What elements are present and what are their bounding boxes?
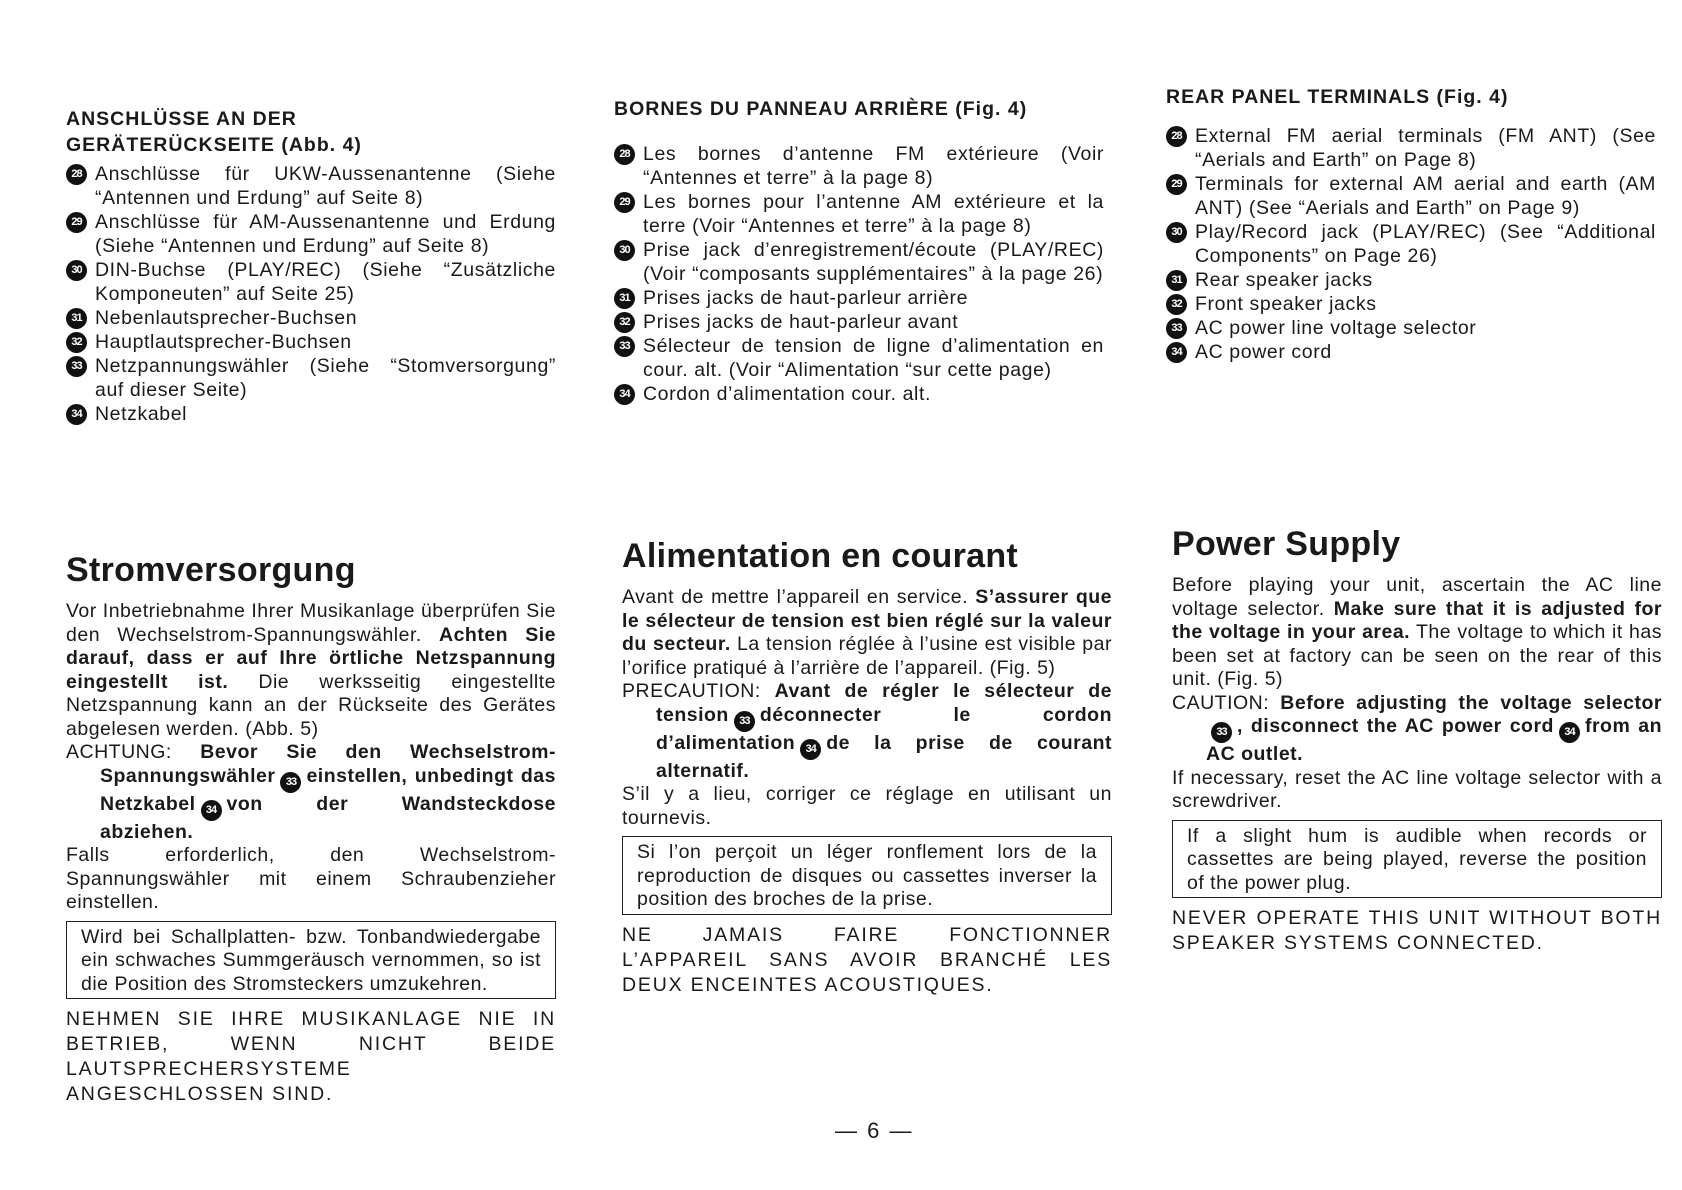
number-badge-icon: 29 xyxy=(614,192,635,213)
terminal-list-item xyxy=(66,162,556,210)
terminal-list-item xyxy=(614,190,1104,238)
text: The voltage to which it has been set at factory can be seen on the rear of this unit. (Fig. 5) xyxy=(1172,621,1662,690)
terminal-list-item xyxy=(66,306,556,330)
emphasis-text: Make sure that it is adjusted for the voltage in your area. xyxy=(1172,597,1662,643)
section-heading xyxy=(614,96,1104,122)
speaker-warning: NEVER OPERATE THIS UNIT WITHOUT BOTH SPEAKER SYSTEMS CONNECTED. xyxy=(1172,907,1662,954)
item-text: External FM aerial terminals (FM ANT) (See “Aerials and Earth” on Page 8) xyxy=(1195,125,1656,171)
item-text: Les bornes d’antenne FM extérieure (Voir “Antennes et terre” à la page 8) xyxy=(643,143,1104,189)
item-text: Rear speaker jacks xyxy=(1195,269,1373,291)
terminal-list-item xyxy=(614,382,1104,406)
intro-paragraph xyxy=(66,600,556,741)
caution-text: von der Wandsteckdose abziehen. xyxy=(100,792,556,843)
number-badge-icon: 32 xyxy=(66,332,87,353)
terminal-list-item xyxy=(66,258,556,306)
french-rear-panel-section xyxy=(614,96,1104,406)
text: Vor Inbetriebnahme Ihrer Musikanlage überprüfen Sie den Wechselstrom-Spannungswähler. xyxy=(66,600,556,646)
text: La tension réglée à l’usine est visible par l’orifice pratiqué à l’arrière de l’appareil. (Fig. 5) xyxy=(622,633,1112,679)
item-text: Hauptlautsprecher-Buchsen xyxy=(95,331,352,353)
terminal-list-item xyxy=(66,210,556,258)
text: Avant de mettre l’appareil en service. xyxy=(622,586,976,608)
terminal-list-item xyxy=(614,286,1104,310)
item-text: Prises jacks de haut-parleur arrière xyxy=(643,287,969,309)
terminal-list-item xyxy=(614,334,1104,382)
adjust-paragraph: If necessary, reset the AC line voltage selector with a screwdriver. xyxy=(1172,766,1662,812)
terminal-list-item xyxy=(1166,220,1656,268)
caution-text: Avant de régler le sélecteur de tension xyxy=(656,680,1113,726)
number-badge-icon: 33 xyxy=(1211,722,1232,743)
item-text: AC power line voltage selector xyxy=(1195,317,1477,339)
terminal-list-item xyxy=(66,402,556,426)
item-text: Anschlüsse für AM-Aussenantenne und Erdung (Siehe “Antennen und Erdung” auf Seite 8) xyxy=(95,211,556,257)
item-text: Les bornes pour l’antenne AM extérieure et la terre (Voir “Antennes et terre” à la page 8) xyxy=(643,191,1104,237)
section-heading xyxy=(1166,84,1656,110)
caution-text: Bevor Sie den Wechselstrom-Spannungswähler xyxy=(100,741,556,787)
caution-text: from an AC outlet. xyxy=(1206,715,1662,765)
terminal-list-item xyxy=(66,354,556,402)
number-badge-icon: 30 xyxy=(1166,222,1187,243)
caution-text: déconnecter le cordon d’alimentation xyxy=(656,703,1112,754)
adjust-paragraph: Falls erforderlich, den Wechselstrom-Spannungswähler mit einem Schraubenzieher einstellen. xyxy=(66,844,556,913)
speaker-warning: NEHMEN SIE IHRE MUSIKANLAGE NIE IN BETRIEB, WENN NICHT BEIDE LAUTSPRECHERSYSTEME ANGESCHLOSSEN SIND. xyxy=(66,1008,556,1105)
number-badge-icon: 33 xyxy=(66,356,87,377)
item-text: AC power cord xyxy=(1195,341,1332,363)
number-badge-icon: 28 xyxy=(1166,126,1187,147)
hum-note-box: Wird bei Schallplatten- bzw. Tonbandwiedergabe ein schwaches Summgeräusch vernommen, so ist die Position des Stromsteckers umzukehren. xyxy=(66,921,556,1000)
heading-line: BORNES DU PANNEAU ARRIÈRE (Fig. 4) xyxy=(614,98,1028,120)
item-text: DIN-Buchse (PLAY/REC) (Siehe “Zusätzliche Komponeuten” auf Seite 25) xyxy=(95,259,556,305)
german-rear-panel-section xyxy=(66,106,556,426)
number-badge-icon: 32 xyxy=(614,312,635,333)
adjust-paragraph: S’il y a lieu, corriger ce réglage en utilisant un tournevis. xyxy=(622,783,1112,829)
caution-label: CAUTION: xyxy=(1172,691,1270,714)
heading-line: REAR PANEL TERMINALS (Fig. 4) xyxy=(1166,86,1509,108)
caution-text: einstellen, unbedingt das Netzkabel xyxy=(100,764,556,815)
item-text: Prises jacks de haut-parleur avant xyxy=(643,311,959,333)
item-text: Sélecteur de tension de ligne d’alimentation en cour. alt. (Voir “Alimentation “sur cette page) xyxy=(643,335,1104,381)
caution-text: Before adjusting the voltage selector xyxy=(1280,691,1662,714)
text: Before playing your unit, ascertain the AC line voltage selector. xyxy=(1172,574,1662,620)
section-heading xyxy=(66,106,556,158)
number-badge-icon: 30 xyxy=(66,260,87,281)
hum-note-box: If a slight hum is audible when records or cassettes are being played, reverse the position of the power plug. xyxy=(1172,820,1662,899)
item-text: Netzpannungswähler (Siehe “Stomversorgung” auf dieser Seite) xyxy=(95,355,556,401)
number-badge-icon: 32 xyxy=(1166,294,1187,315)
number-badge-icon: 31 xyxy=(66,308,87,329)
terminal-list-item xyxy=(66,330,556,354)
number-badge-icon: 34 xyxy=(66,404,87,425)
number-badge-icon: 34 xyxy=(614,384,635,405)
page-number: — 6 — xyxy=(835,1118,914,1143)
heading-line: GERÄTERÜCKSEITE (Abb. 4) xyxy=(66,134,362,156)
number-badge-icon: 34 xyxy=(800,739,821,760)
emphasis-text: S’assurer que le sélecteur de tension est bien réglé sur la valeur du secteur. xyxy=(622,586,1112,655)
text: Die werksseitig eingestellte Netzspannung kann an der Rückseite des Gerätes abgelesen werden. (Abb. 5) xyxy=(66,670,556,740)
terminal-list-item xyxy=(1166,316,1656,340)
item-text: Nebenlautsprecher-Buchsen xyxy=(95,307,358,329)
item-text: Play/Record jack (PLAY/REC) (See “Additional Components” on Page 26) xyxy=(1195,221,1656,267)
number-badge-icon: 33 xyxy=(1166,318,1187,339)
number-badge-icon: 31 xyxy=(614,288,635,309)
speaker-warning: NE JAMAIS FAIRE FONCTIONNER L’APPAREIL SANS AVOIR BRANCHÉ LES DEUX ENCEINTES ACOUSTIQUES. xyxy=(622,923,1112,996)
caution-label: PRECAUTION: xyxy=(622,680,761,702)
number-badge-icon: 28 xyxy=(66,164,87,185)
power-supply-title: Power Supply xyxy=(1172,525,1401,563)
terminal-list-item xyxy=(1166,124,1656,172)
hum-note-box: Si l’on perçoit un léger ronflement lors de la reproduction de disques ou cassettes inverser la position des broches de la prise. xyxy=(622,836,1112,915)
caution-note xyxy=(1172,692,1662,767)
terminal-list-item xyxy=(614,142,1104,190)
caution-label: ACHTUNG: xyxy=(66,741,172,763)
terminal-list-item xyxy=(614,238,1104,286)
item-text: Terminals for external AM aerial and earth (AM ANT) (See “Aerials and Earth” on Page 9) xyxy=(1195,173,1656,219)
caution-text: , disconnect the AC power cord xyxy=(1237,715,1554,737)
intro-paragraph xyxy=(1172,574,1662,692)
english-power-supply-section xyxy=(1172,524,1662,956)
number-badge-icon: 34 xyxy=(1166,342,1187,363)
terminal-list-item xyxy=(1166,268,1656,292)
english-rear-panel-section xyxy=(1166,84,1656,364)
number-badge-icon: 33 xyxy=(280,772,301,793)
german-power-supply-section xyxy=(66,550,556,1107)
terminal-list-item xyxy=(1166,292,1656,316)
item-text: Netzkabel xyxy=(95,403,188,425)
emphasis-text: Achten Sie darauf, dass er auf Ihre örtliche Netzspannung eingestellt ist. xyxy=(66,623,556,693)
number-badge-icon: 29 xyxy=(66,212,87,233)
power-supply-title: Alimentation en courant xyxy=(622,537,1019,575)
terminal-list-item xyxy=(1166,340,1656,364)
terminal-list-item xyxy=(614,310,1104,334)
number-badge-icon: 31 xyxy=(1166,270,1187,291)
number-badge-icon: 33 xyxy=(614,336,635,357)
intro-paragraph xyxy=(622,586,1112,680)
number-badge-icon: 34 xyxy=(1559,722,1580,743)
item-text: Prise jack d’enregistrement/écoute (PLAY/REC) (Voir “composants supplémentaires” à la page 26) xyxy=(643,239,1104,285)
item-text: Anschlüsse für UKW-Aussenantenne (Siehe “Antennen und Erdung” auf Seite 8) xyxy=(95,163,556,209)
caution-note xyxy=(66,741,556,844)
item-text: Cordon d’alimentation cour. alt. xyxy=(643,383,932,405)
number-badge-icon: 33 xyxy=(734,711,755,732)
power-supply-title: Stromversorgung xyxy=(66,551,356,589)
item-text: Front speaker jacks xyxy=(1195,293,1377,315)
caution-text: de la prise de courant alternatif. xyxy=(656,731,1112,782)
heading-line: ANSCHLÜSSE AN DER xyxy=(66,108,297,130)
number-badge-icon: 29 xyxy=(1166,174,1187,195)
french-power-supply-section xyxy=(622,536,1112,998)
caution-note xyxy=(622,680,1112,783)
number-badge-icon: 28 xyxy=(614,144,635,165)
number-badge-icon: 34 xyxy=(201,800,222,821)
number-badge-icon: 30 xyxy=(614,240,635,261)
terminal-list-item xyxy=(1166,172,1656,220)
